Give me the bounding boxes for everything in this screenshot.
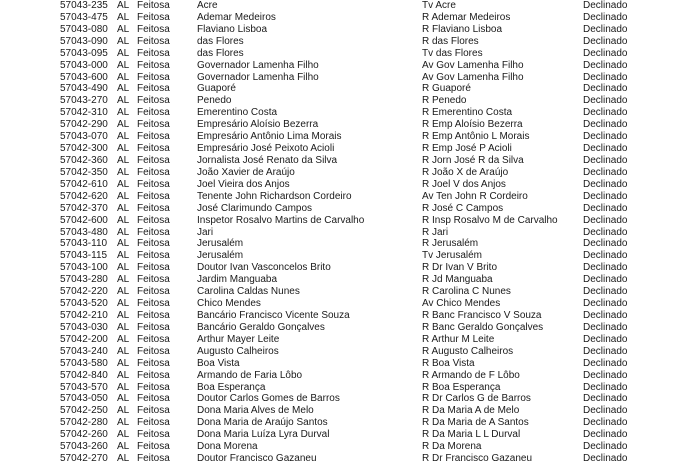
cell-state: AL — [117, 274, 130, 286]
cell-cep-code: 57043-270 — [60, 95, 108, 107]
cell-cep-code: 57043-580 — [60, 357, 108, 369]
cell-cep-code: 57042-200 — [60, 333, 108, 345]
cell-city: Feitosa — [137, 190, 170, 202]
cell-street-abbrev: R Da Maria A de Melo — [422, 405, 520, 417]
cell-state: AL — [117, 333, 130, 345]
table-row — [0, 405, 697, 417]
cell-cep-code: 57042-210 — [60, 309, 108, 321]
cell-state: AL — [117, 0, 130, 11]
cell-street-abbrev: R Da Maria L L Durval — [422, 429, 521, 441]
cell-status: Declinado — [583, 35, 628, 47]
cell-city: Feitosa — [137, 333, 170, 345]
cell-street-abbrev: R Flaviano Lisboa — [422, 23, 503, 35]
table-row — [0, 441, 697, 453]
cell-city: Feitosa — [137, 369, 170, 381]
cell-state: AL — [117, 154, 130, 166]
cell-cep-code: 57043-280 — [60, 274, 108, 286]
table-row — [0, 262, 697, 274]
cell-street-abbrev: R Da Maria de A Santos — [422, 417, 529, 429]
table-row — [0, 250, 697, 262]
cell-status: Declinado — [583, 131, 628, 143]
cell-street-name: Jerusalém — [197, 238, 244, 250]
cell-state: AL — [117, 238, 130, 250]
table-row — [0, 36, 697, 48]
table-row — [0, 48, 697, 60]
cell-state: AL — [117, 262, 130, 274]
table-row — [0, 24, 697, 36]
cell-street-name: Jardim Manguaba — [197, 274, 278, 286]
cell-status: Declinado — [583, 0, 628, 11]
cell-status: Declinado — [583, 47, 628, 59]
cell-street-name: Dona Maria de Araújo Santos — [197, 417, 328, 429]
cell-state: AL — [117, 131, 130, 143]
cell-status: Declinado — [583, 119, 628, 131]
cell-state: AL — [117, 321, 130, 333]
cell-state: AL — [117, 178, 130, 190]
cell-cep-code: 57042-250 — [60, 405, 108, 417]
table-row — [0, 382, 697, 394]
cell-state: AL — [117, 345, 130, 357]
table-row — [0, 429, 697, 441]
cell-state: AL — [117, 166, 130, 178]
cell-street-name: Empresário Antônio Lima Morais — [197, 131, 342, 143]
cell-status: Declinado — [583, 453, 628, 465]
cell-city: Feitosa — [137, 154, 170, 166]
cell-cep-code: 57042-370 — [60, 202, 108, 214]
cell-city: Feitosa — [137, 166, 170, 178]
cell-state: AL — [117, 190, 130, 202]
cell-cep-code: 57042-840 — [60, 369, 108, 381]
cell-street-abbrev: R Banc Francisco V Souza — [422, 309, 542, 321]
cell-street-abbrev: R Jorn José R da Silva — [422, 154, 524, 166]
cell-street-name: Bancário Francisco Vicente Souza — [197, 309, 350, 321]
cell-city: Feitosa — [137, 0, 170, 11]
cell-cep-code: 57043-050 — [60, 393, 108, 405]
cell-city: Feitosa — [137, 286, 170, 298]
cell-street-name: Acre — [197, 0, 218, 11]
table-row — [0, 215, 697, 227]
cell-street-abbrev: R Emp Aloísio Bezerra — [422, 119, 523, 131]
cell-status: Declinado — [583, 202, 628, 214]
cell-status: Declinado — [583, 405, 628, 417]
cell-cep-code: 57042-610 — [60, 178, 108, 190]
cell-cep-code: 57042-310 — [60, 107, 108, 119]
table-row — [0, 393, 697, 405]
cell-city: Feitosa — [137, 83, 170, 95]
cell-cep-code: 57042-600 — [60, 214, 108, 226]
cell-city: Feitosa — [137, 95, 170, 107]
cell-street-name: Dona Morena — [197, 441, 258, 453]
cell-street-abbrev: R Guaporé — [422, 83, 471, 95]
cell-street-name: Jari — [197, 226, 214, 238]
cell-cep-code: 57042-620 — [60, 190, 108, 202]
cell-city: Feitosa — [137, 11, 170, 23]
cell-cep-code: 57042-270 — [60, 453, 108, 465]
cell-street-name: das Flores — [197, 35, 244, 47]
cell-street-abbrev: R Dr Francisco Gazaneu — [422, 453, 533, 465]
cell-street-abbrev: R Jerusalém — [422, 238, 479, 250]
cell-street-abbrev: R Emerentino Costa — [422, 107, 513, 119]
cell-cep-code: 57043-115 — [60, 250, 108, 262]
cell-street-name: Dona Maria Alves de Melo — [197, 405, 314, 417]
cell-cep-code: 57043-490 — [60, 83, 108, 95]
cell-status: Declinado — [583, 309, 628, 321]
cell-street-name: Armando de Faria Lôbo — [197, 369, 303, 381]
cell-state: AL — [117, 143, 130, 155]
cell-status: Declinado — [583, 393, 628, 405]
table-row — [0, 143, 697, 155]
cell-city: Feitosa — [137, 143, 170, 155]
cell-cep-code: 57043-520 — [60, 298, 108, 310]
table-row — [0, 286, 697, 298]
cell-cep-code: 57042-300 — [60, 143, 108, 155]
cell-street-abbrev: R Dr Ivan V Brito — [422, 262, 498, 274]
cell-street-name: Penedo — [197, 95, 232, 107]
cell-state: AL — [117, 226, 130, 238]
cell-city: Feitosa — [137, 429, 170, 441]
cell-state: AL — [117, 393, 130, 405]
table-row — [0, 322, 697, 334]
cell-cep-code: 57042-350 — [60, 166, 108, 178]
cell-street-abbrev: Av Ten John R Cordeiro — [422, 190, 528, 202]
cell-status: Declinado — [583, 333, 628, 345]
cell-status: Declinado — [583, 417, 628, 429]
cell-status: Declinado — [583, 95, 628, 107]
cell-cep-code: 57043-000 — [60, 59, 108, 71]
table-row — [0, 346, 697, 358]
cell-street-name: Doutor Ivan Vasconcelos Brito — [197, 262, 331, 274]
cell-street-name: Boa Esperança — [197, 381, 266, 393]
cell-city: Feitosa — [137, 47, 170, 59]
table-row — [0, 95, 697, 107]
cell-street-name: Bancário Geraldo Gonçalves — [197, 321, 325, 333]
cell-state: AL — [117, 35, 130, 47]
cell-cep-code: 57043-475 — [60, 11, 108, 23]
cell-cep-code: 57043-235 — [60, 0, 108, 11]
cell-city: Feitosa — [137, 226, 170, 238]
cell-street-abbrev: Tv Jerusalém — [422, 250, 483, 262]
cell-street-abbrev: R Ademar Medeiros — [422, 11, 511, 23]
cell-city: Feitosa — [137, 214, 170, 226]
cell-street-abbrev: R Carolina C Nunes — [422, 286, 511, 298]
cell-cep-code: 57042-220 — [60, 286, 108, 298]
cell-city: Feitosa — [137, 453, 170, 465]
cell-city: Feitosa — [137, 107, 170, 119]
table-row — [0, 227, 697, 239]
cell-state: AL — [117, 381, 130, 393]
table-row — [0, 167, 697, 179]
table-row — [0, 203, 697, 215]
cell-street-name: Augusto Calheiros — [197, 345, 279, 357]
cell-state: AL — [117, 369, 130, 381]
table-row — [0, 370, 697, 382]
table-row — [0, 155, 697, 167]
cell-status: Declinado — [583, 381, 628, 393]
cell-city: Feitosa — [137, 238, 170, 250]
cell-street-name: Chico Mendes — [197, 298, 261, 310]
table-row — [0, 119, 697, 131]
cell-city: Feitosa — [137, 262, 170, 274]
cell-cep-code: 57043-480 — [60, 226, 108, 238]
table-row — [0, 298, 697, 310]
cell-city: Feitosa — [137, 417, 170, 429]
cell-street-abbrev: Av Gov Lamenha Filho — [422, 59, 524, 71]
cell-street-abbrev: R Banc Geraldo Gonçalves — [422, 321, 544, 333]
table-row — [0, 334, 697, 346]
table-row — [0, 274, 697, 286]
table-row — [0, 453, 697, 465]
cell-state: AL — [117, 286, 130, 298]
cell-cep-code: 57042-260 — [60, 429, 108, 441]
cell-street-name: Boa Vista — [197, 357, 240, 369]
cell-city: Feitosa — [137, 345, 170, 357]
cell-cep-code: 57043-110 — [60, 238, 108, 250]
cell-street-abbrev: R Da Morena — [422, 441, 482, 453]
cell-status: Declinado — [583, 11, 628, 23]
cell-street-abbrev: R Dr Carlos G de Barros — [422, 393, 531, 405]
cell-state: AL — [117, 405, 130, 417]
cell-street-name: Governador Lamenha Filho — [197, 71, 319, 83]
cell-street-abbrev: R Jd Manguaba — [422, 274, 493, 286]
cell-status: Declinado — [583, 238, 628, 250]
cell-street-name: Joel Vieira dos Anjos — [197, 178, 290, 190]
cell-street-name: Jerusalém — [197, 250, 244, 262]
table-row — [0, 310, 697, 322]
cell-city: Feitosa — [137, 23, 170, 35]
cell-street-abbrev: R Boa Esperança — [422, 381, 501, 393]
cell-status: Declinado — [583, 71, 628, 83]
cell-status: Declinado — [583, 83, 628, 95]
cell-street-name: Empresário José Peixoto Acioli — [197, 143, 335, 155]
cell-status: Declinado — [583, 286, 628, 298]
cell-city: Feitosa — [137, 381, 170, 393]
cell-street-name: Tenente John Richardson Cordeiro — [197, 190, 352, 202]
cell-street-abbrev: R Augusto Calheiros — [422, 345, 514, 357]
cell-street-abbrev: Av Gov Lamenha Filho — [422, 71, 524, 83]
cell-status: Declinado — [583, 298, 628, 310]
cell-state: AL — [117, 429, 130, 441]
cell-city: Feitosa — [137, 393, 170, 405]
cell-street-name: Governador Lamenha Filho — [197, 59, 319, 71]
cell-state: AL — [117, 202, 130, 214]
cell-state: AL — [117, 23, 130, 35]
cell-street-abbrev: R Armando de F Lôbo — [422, 369, 520, 381]
cell-state: AL — [117, 71, 130, 83]
cell-street-abbrev: Tv das Flores — [422, 47, 483, 59]
cell-street-name: José Clarimundo Campos — [197, 202, 313, 214]
cell-cep-code: 57043-080 — [60, 23, 108, 35]
cell-cep-code: 57042-280 — [60, 417, 108, 429]
cell-state: AL — [117, 357, 130, 369]
cell-state: AL — [117, 441, 130, 453]
cell-state: AL — [117, 309, 130, 321]
table-row — [0, 179, 697, 191]
cell-city: Feitosa — [137, 274, 170, 286]
cell-street-abbrev: R Jari — [422, 226, 449, 238]
cell-street-abbrev: R Emp José P Acioli — [422, 143, 512, 155]
cell-street-name: Doutor Francisco Gazaneu — [197, 453, 317, 465]
cell-state: AL — [117, 47, 130, 59]
cell-state: AL — [117, 95, 130, 107]
cell-cep-code: 57043-030 — [60, 321, 108, 333]
cell-status: Declinado — [583, 178, 628, 190]
cell-status: Declinado — [583, 262, 628, 274]
cell-status: Declinado — [583, 59, 628, 71]
cell-state: AL — [117, 119, 130, 131]
cell-state: AL — [117, 298, 130, 310]
cell-state: AL — [117, 107, 130, 119]
table-row — [0, 107, 697, 119]
cell-status: Declinado — [583, 190, 628, 202]
cell-status: Declinado — [583, 23, 628, 35]
cell-street-name: Dona Maria Luíza Lyra Durval — [197, 429, 330, 441]
cell-status: Declinado — [583, 214, 628, 226]
cell-city: Feitosa — [137, 298, 170, 310]
cell-status: Declinado — [583, 226, 628, 238]
cell-street-abbrev: R Penedo — [422, 95, 467, 107]
cell-status: Declinado — [583, 166, 628, 178]
cell-street-name: Empresário Aloísio Bezerra — [197, 119, 319, 131]
cell-status: Declinado — [583, 441, 628, 453]
cell-street-name: Guaporé — [197, 83, 236, 95]
cell-city: Feitosa — [137, 357, 170, 369]
table-row — [0, 358, 697, 370]
cell-status: Declinado — [583, 154, 628, 166]
cell-state: AL — [117, 83, 130, 95]
cell-street-abbrev: R das Flores — [422, 35, 479, 47]
cell-state: AL — [117, 214, 130, 226]
cell-status: Declinado — [583, 429, 628, 441]
cell-status: Declinado — [583, 107, 628, 119]
table-row — [0, 417, 697, 429]
table-row — [0, 191, 697, 203]
cell-city: Feitosa — [137, 405, 170, 417]
table-row — [0, 72, 697, 84]
cell-city: Feitosa — [137, 59, 170, 71]
cell-city: Feitosa — [137, 309, 170, 321]
cell-cep-code: 57043-090 — [60, 35, 108, 47]
cell-street-name: João Xavier de Araújo — [197, 166, 295, 178]
cell-street-abbrev: Av Chico Mendes — [422, 298, 501, 310]
table-row — [0, 131, 697, 143]
cell-street-name: Carolina Caldas Nunes — [197, 286, 300, 298]
cell-cep-code: 57043-070 — [60, 131, 108, 143]
cell-street-name: Inspetor Rosalvo Martins de Carvalho — [197, 214, 365, 226]
cell-state: AL — [117, 11, 130, 23]
cell-state: AL — [117, 250, 130, 262]
cell-street-name: das Flores — [197, 47, 244, 59]
cell-city: Feitosa — [137, 321, 170, 333]
cell-state: AL — [117, 59, 130, 71]
cell-street-abbrev: R Arthur M Leite — [422, 333, 495, 345]
cell-state: AL — [117, 453, 130, 465]
cell-status: Declinado — [583, 357, 628, 369]
cell-cep-code: 57043-100 — [60, 262, 108, 274]
table-row — [0, 238, 697, 250]
cell-street-abbrev: Tv Acre — [422, 0, 456, 11]
table-row — [0, 0, 697, 12]
cell-cep-code: 57043-570 — [60, 381, 108, 393]
cell-street-abbrev: R Boa Vista — [422, 357, 475, 369]
cell-street-name: Arthur Mayer Leite — [197, 333, 280, 345]
cell-street-abbrev: R João X de Araújo — [422, 166, 509, 178]
cell-street-name: Jornalista José Renato da Silva — [197, 154, 338, 166]
cell-city: Feitosa — [137, 71, 170, 83]
cell-cep-code: 57043-240 — [60, 345, 108, 357]
cell-city: Feitosa — [137, 250, 170, 262]
cell-street-abbrev: R José C Campos — [422, 202, 504, 214]
table-row — [0, 83, 697, 95]
cell-street-name: Flaviano Lisboa — [197, 23, 268, 35]
cell-city: Feitosa — [137, 178, 170, 190]
cell-status: Declinado — [583, 143, 628, 155]
cell-street-name: Ademar Medeiros — [197, 11, 276, 23]
cell-cep-code: 57043-260 — [60, 441, 108, 453]
cell-city: Feitosa — [137, 119, 170, 131]
cell-city: Feitosa — [137, 441, 170, 453]
cell-status: Declinado — [583, 345, 628, 357]
cell-street-abbrev: R Emp Antônio L Morais — [422, 131, 530, 143]
cell-city: Feitosa — [137, 35, 170, 47]
cell-street-abbrev: R Joel V dos Anjos — [422, 178, 506, 190]
cell-cep-code: 57043-600 — [60, 71, 108, 83]
cell-cep-code: 57042-360 — [60, 154, 108, 166]
cell-status: Declinado — [583, 250, 628, 262]
cell-status: Declinado — [583, 274, 628, 286]
table-row — [0, 60, 697, 72]
cell-status: Declinado — [583, 369, 628, 381]
cell-cep-code: 57042-290 — [60, 119, 108, 131]
cell-city: Feitosa — [137, 131, 170, 143]
cell-status: Declinado — [583, 321, 628, 333]
table-row — [0, 12, 697, 24]
cell-street-name: Doutor Carlos Gomes de Barros — [197, 393, 340, 405]
cell-state: AL — [117, 417, 130, 429]
cell-cep-code: 57043-095 — [60, 47, 108, 59]
cell-street-abbrev: R Insp Rosalvo M de Carvalho — [422, 214, 558, 226]
cell-city: Feitosa — [137, 202, 170, 214]
cell-street-name: Emerentino Costa — [197, 107, 278, 119]
